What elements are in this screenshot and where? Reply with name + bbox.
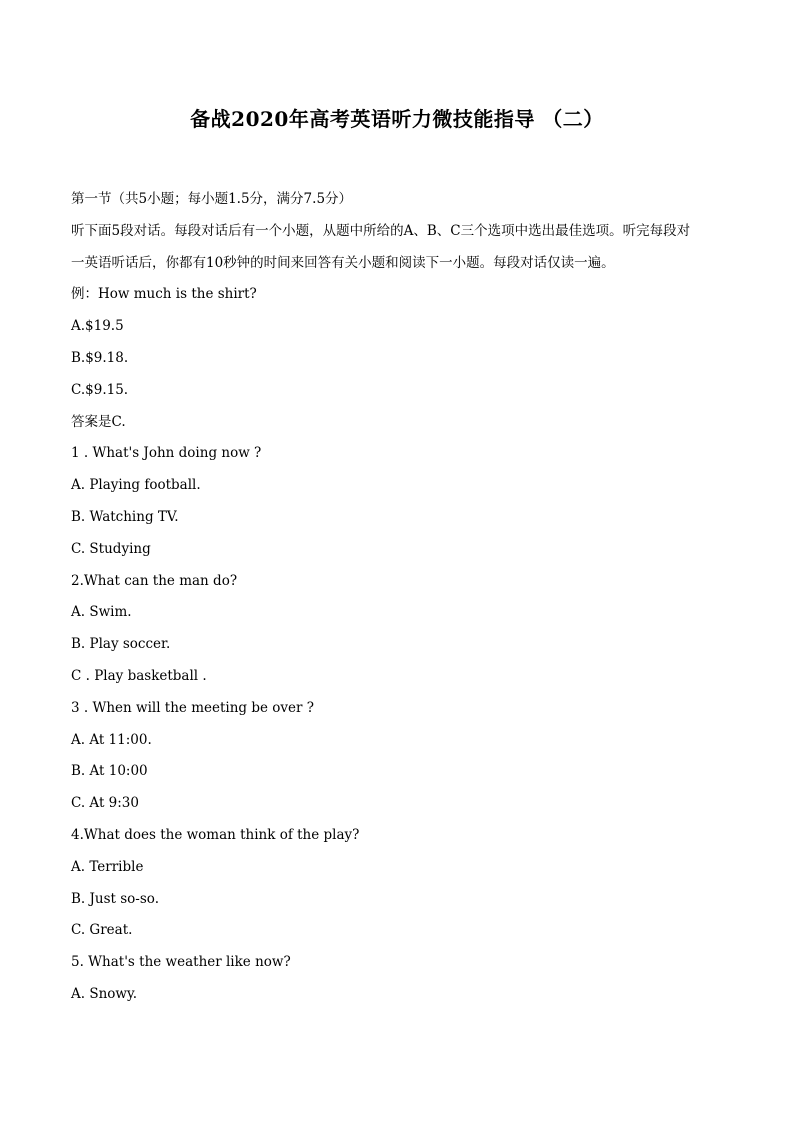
question-2: 2.What can the man do? [71,572,238,589]
document-body [71,184,731,1011]
question-1-option-a: A. Playing football. [71,477,201,494]
question-4-option-c: C. Great. [71,922,133,939]
question-2-option-b: B. Play soccer. [71,636,171,653]
example-option-a: A.$19.5 [71,318,124,335]
question-2-option-c: C . Play basketball . [71,667,207,684]
instructions-line-2: 一英语听话后，你都有10秒钟的时间来回答有关小题和阅读下一小题。每段对话仅读一遍。 [71,254,615,271]
question-1-option-c: C. Studying [71,540,151,557]
question-3: 3 . When will the meeting be over ? [71,699,315,716]
question-4: 4.What does the woman think of the play? [71,826,360,843]
question-1: 1 . What's John doing now ? [71,445,262,462]
example-option-b: B.$9.18. [71,349,129,366]
question-3-option-a: A. At 11:00. [71,731,152,748]
example-answer: 答案是C. [71,413,126,430]
example-question: 例：How much is the shirt? [71,286,257,303]
question-5: 5. What's the weather like now? [71,954,291,971]
question-4-option-b: B. Just so-so. [71,890,159,907]
question-5-option-a: A. Snowy. [71,985,138,1002]
instructions-line-1: 听下面5段对话。每段对话后有一个小题，从题中所给的A、B、C三个选项中选出最佳选项。听完每段对 [71,222,691,239]
question-1-option-b: B. Watching TV. [71,508,179,525]
question-4-option-a: A. Terrible [71,858,144,875]
section-heading: 第一节（共5小题；每小题1.5分，满分7.5分） [71,191,353,207]
question-2-option-a: A. Swim. [71,604,132,621]
question-3-option-c: C. At 9:30 [71,795,139,812]
example-option-c: C.$9.15. [71,381,129,398]
page-title: 备战2020年高考英语听力微技能指导 （二） [190,107,604,131]
question-3-option-b: B. At 10:00 [71,763,148,780]
